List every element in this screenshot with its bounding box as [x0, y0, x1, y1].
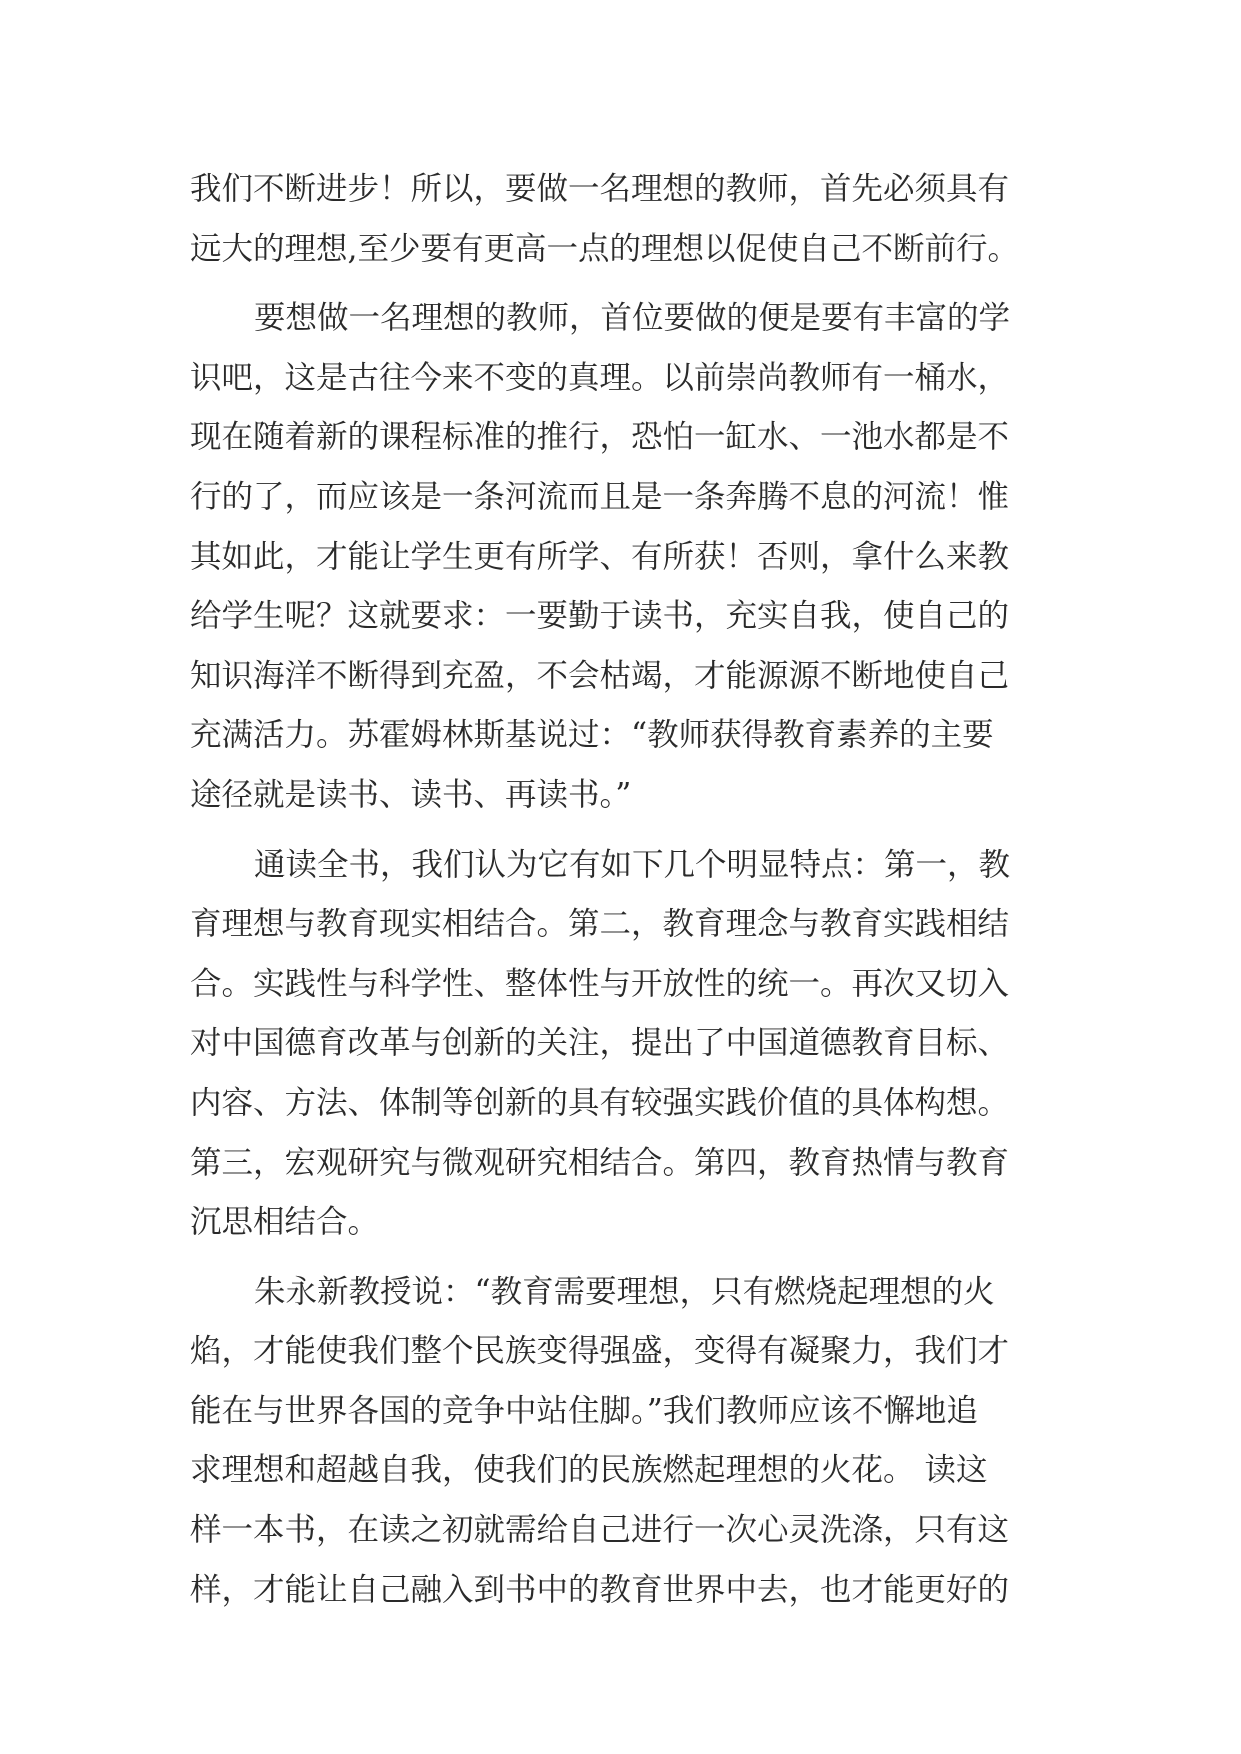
text-line: 样一本书，在读之初就需给自己进行一次心灵洗涤，只有这: [190, 1512, 1010, 1549]
text-line: 第三，宏观研究与微观研究相结合。第四，教育热情与教育: [190, 1144, 1010, 1181]
text-line: 对中国德育改革与创新的关注，提出了中国道德教育目标、: [190, 1025, 1010, 1062]
text-line: 途径就是读书、读书、再读书。”: [190, 776, 632, 813]
text-line: 样，才能让自己融入到书中的教育世界中去，也才能更好的: [190, 1571, 1010, 1608]
text-line: 现在随着新的课程标准的推行，恐怕一缸水、一池水都是不: [190, 419, 1010, 456]
text-line: 识吧，这是古往今来不变的真理。以前崇尚教师有一桶水，: [190, 359, 1010, 396]
text-line: 求理想和超越自我，使我们的民族燃起理想的火花。 读这: [190, 1452, 988, 1489]
text-line: 能在与世界各国的竞争中站住脚。”我们教师应该不懈地追: [190, 1392, 978, 1429]
text-line: 育理想与教育现实相结合。第二，教育理念与教育实践相结: [190, 906, 1010, 943]
text-line: 内容、方法、体制等创新的具有较强实践价值的具体构想。: [190, 1084, 1010, 1121]
text-line: 知识海洋不断得到充盈，不会枯竭，才能源源不断地使自己: [190, 657, 1010, 694]
text-line: 充满活力。苏霍姆林斯基说过：“教师获得教育素养的主要: [190, 717, 994, 754]
text-line: 给学生呢？这就要求：一要勤于读书，充实自我，使自己的: [190, 598, 1010, 635]
text-line: 行的了，而应该是一条河流而且是一条奔腾不息的河流！惟: [190, 478, 1010, 515]
paragraph-first-line: 朱永新教授说：“教育需要理想，只有燃烧起理想的火: [254, 1273, 995, 1310]
text-line: 远大的理想,至少要有更高一点的理想以促使自己不断前行。: [190, 230, 1020, 267]
paragraph-first-line: 通读全书，我们认为它有如下几个明显特点：第一，教: [254, 846, 1011, 883]
text-line: 焰，才能使我们整个民族变得强盛，变得有凝聚力，我们才: [190, 1333, 1010, 1370]
text-line: 沉思相结合。: [190, 1204, 380, 1241]
text-line: 其如此，才能让学生更有所学、有所获！否则，拿什么来教: [190, 538, 1010, 575]
paragraph-first-line: 要想做一名理想的教师，首位要做的便是要有丰富的学: [254, 300, 1011, 337]
text-line: 我们不断进步！所以，要做一名理想的教师，首先必须具有: [190, 171, 1010, 207]
body-text: [190, 160, 1090, 1620]
text-line: 合。实践性与科学性、整体性与开放性的统一。再次又切入: [190, 965, 1010, 1002]
